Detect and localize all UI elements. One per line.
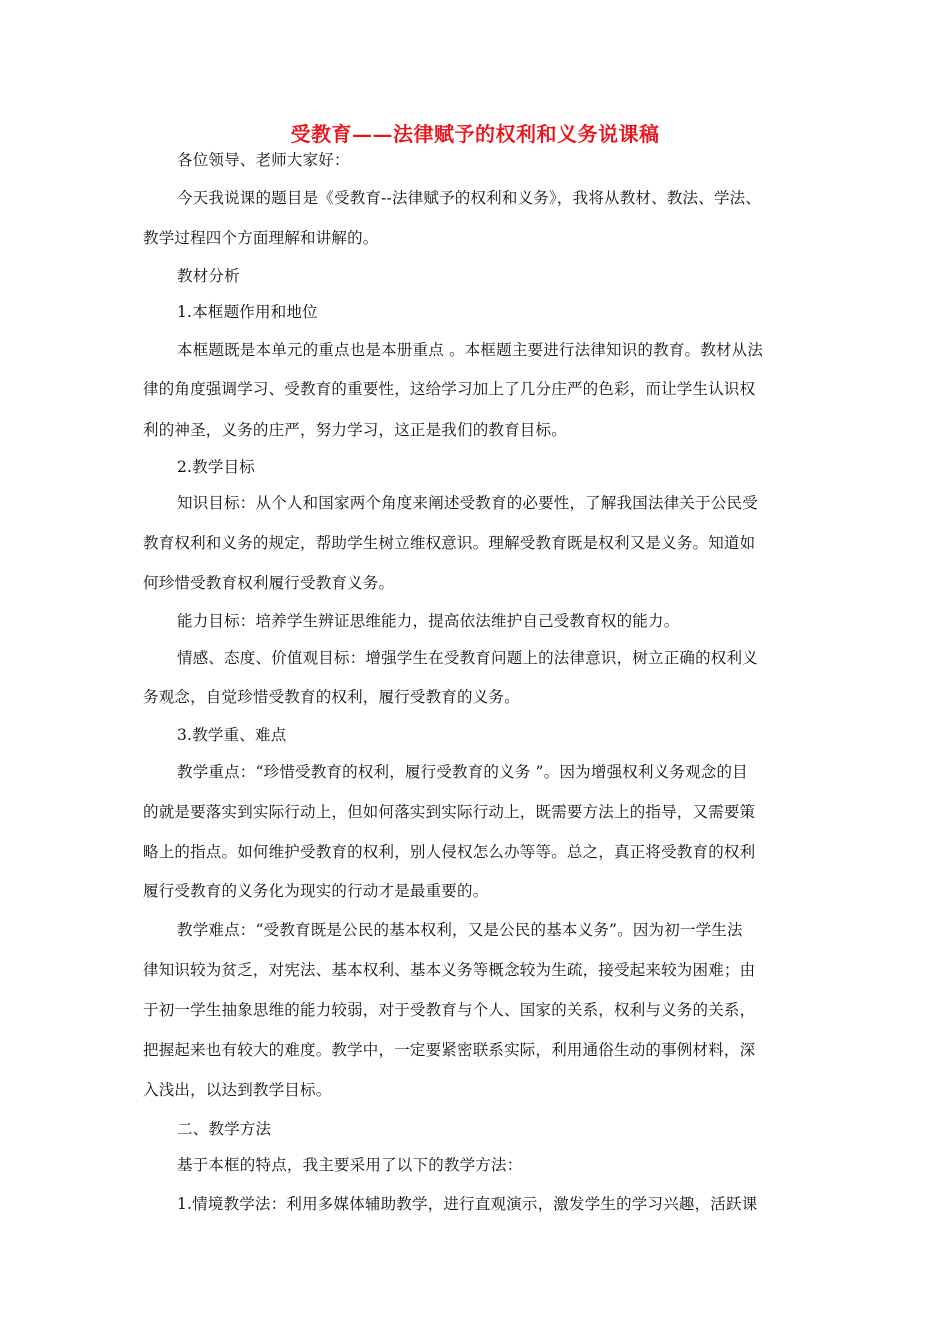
paragraph-line: 于初一学生抽象思维的能力较弱，对于受教育与个人、国家的关系，权利与义务的关系，: [143, 1001, 756, 1019]
paragraph-line: 利的神圣，义务的庄严，努力学习，这正是我们的教育目标。: [143, 421, 567, 439]
paragraph-line: 能力目标：培养学生辨证思维能力，提高依法维护自己受教育权的能力。: [177, 612, 680, 630]
section-heading: 二、教学方法: [177, 1120, 272, 1138]
paragraph-line: 情感、态度、价值观目标：增强学生在受教育问题上的法律意识，树立正确的权利义: [177, 649, 758, 667]
subsection-heading: 1.本框题作用和地位: [177, 303, 318, 321]
paragraph-line: 履行受教育的义务化为现实的行动才是最重要的。: [143, 882, 489, 900]
paragraph-line: 1.情境教学法：利用多媒体辅助教学，进行直观演示，激发学生的学习兴趣，活跃课: [177, 1195, 758, 1213]
subsection-heading: 3.教学重、难点: [177, 726, 287, 744]
paragraph-line: 教学过程四个方面理解和讲解的。: [143, 229, 379, 247]
paragraph-line: 略上的指点。如何维护受教育的权利，别人侵权怎么办等等。总之，真正将受教育的权利: [143, 843, 756, 861]
paragraph-line: 律知识较为贫乏，对宪法、基本权利、基本义务等概念较为生疏，接受起来较为困难；由: [143, 961, 756, 979]
paragraph-line: 教学重点：“珍惜受教育的权利，履行受教育的义务 ”。因为增强权利义务观念的目: [177, 763, 748, 781]
greeting-line: 各位领导、老师大家好：: [177, 151, 350, 169]
paragraph-line: 教学难点：“受教育既是公民的基本权利，又是公民的基本义务”。因为初一学生法: [177, 921, 743, 939]
paragraph-line: 律的角度强调学习、受教育的重要性，这给学习加上了几分庄严的色彩，而让学生认识权: [143, 380, 756, 398]
paragraph-line: 入浅出，以达到教学目标。: [143, 1081, 332, 1099]
paragraph-line: 把握起来也有较大的难度。教学中，一定要紧密联系实际，利用通俗生动的事例材料，深: [143, 1041, 756, 1059]
section-heading: 教材分析: [177, 267, 240, 285]
paragraph-line: 何珍惜受教育权利履行受教育义务。: [143, 574, 395, 592]
paragraph-line: 基于本框的特点，我主要采用了以下的教学方法：: [177, 1156, 523, 1174]
paragraph-line: 务观念，自觉珍惜受教育的权利，履行受教育的义务。: [143, 688, 520, 706]
paragraph-line: 的就是要落实到实际行动上，但如何落实到实际行动上，既需要方法上的指导，又需要策: [143, 803, 756, 821]
paragraph-line: 本框题既是本单元的重点也是本册重点 。本框题主要进行法律知识的教育。教材从法: [177, 341, 764, 359]
paragraph-line: 教育权利和义务的规定，帮助学生树立维权意识。理解受教育既是权利又是义务。知道如: [143, 534, 756, 552]
document-title: 受教育——法律赋予的权利和义务说课稿: [290, 122, 660, 146]
paragraph-line: 知识目标：从个人和国家两个角度来阐述受教育的必要性，了解我国法律关于公民受: [177, 494, 758, 512]
subsection-heading: 2.教学目标: [177, 458, 255, 476]
paragraph-line: 今天我说课的题目是《受教育--法律赋予的权利和义务》，我将从教材、教法、学法、: [177, 189, 762, 207]
